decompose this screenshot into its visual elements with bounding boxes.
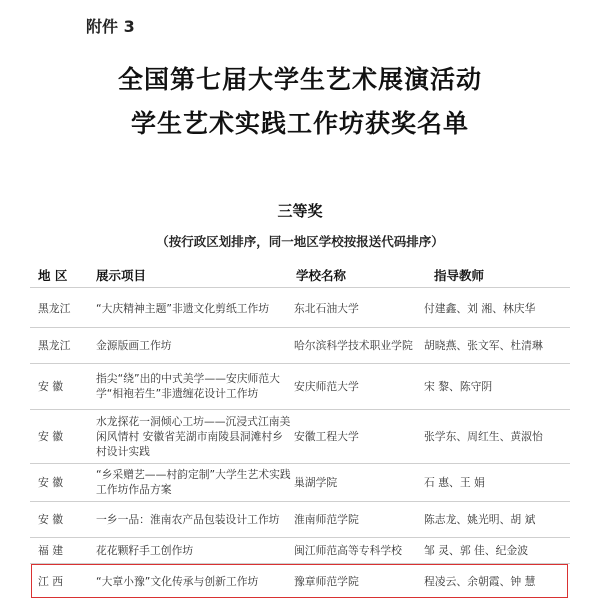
row-teacher: 石 惠、王 娟 [424, 475, 485, 489]
table-row [0, 410, 600, 462]
row-school: 安徽工程大学 [294, 429, 359, 443]
row-region: 安 徽 [38, 429, 64, 443]
row-school: 东北石油大学 [294, 301, 359, 315]
row-project: 水龙探花一洞倾心工坊——沉浸式江南美闲风情村 安徽省芜湖市南陵县洞滩村乡村设计实践 [96, 414, 291, 458]
table-row [0, 290, 600, 326]
row-region: 黑龙江 [38, 301, 71, 315]
row-region: 福 建 [38, 543, 64, 557]
row-school: 哈尔滨科学技术职业学院 [294, 338, 413, 352]
row-region: 安 徽 [38, 512, 64, 526]
table-row [0, 328, 600, 362]
row-school: 淮南师范学院 [294, 512, 359, 526]
row-school: 安庆师范大学 [294, 379, 359, 393]
table-row [0, 502, 600, 536]
row-region: 安 徽 [38, 475, 64, 489]
row-project: 金源版画工作坊 [96, 338, 172, 352]
row-teacher: 胡晓燕、张文军、杜清琳 [424, 338, 543, 352]
row-teacher: 邹 灵、郭 佳、纪金波 [424, 543, 529, 557]
row-project: “大庆精神主题”非遗文化剪纸工作坊 [96, 301, 270, 315]
attachment-label: 附件 3 [86, 17, 135, 36]
table-header [0, 266, 600, 286]
document-title-line1: 全国第七届大学生艺术展演活动 [117, 65, 482, 94]
header-divider [30, 287, 570, 288]
header-teacher: 指导教师 [434, 268, 485, 283]
table-row [0, 364, 600, 408]
row-region: 江 西 [38, 574, 64, 588]
document-title-line2: 学生艺术实践工作坊获奖名单 [130, 109, 469, 138]
row-project: 指尖“绕”出的中式美学——安庆师范大学“相袍若生”非遗缠花设计工作坊 [96, 372, 280, 400]
prize-level-heading: 三等奖 [277, 202, 323, 220]
row-project: 一乡一品：淮南农产品包装设计工作坊 [96, 512, 280, 526]
row-teacher: 程凌云、余朝霞、钟 慧 [424, 574, 536, 588]
row-school: 巢湖学院 [294, 475, 338, 489]
table-row [0, 464, 600, 500]
row-region: 安 徽 [38, 379, 64, 393]
highlight-box [31, 564, 568, 598]
row-region: 黑龙江 [38, 338, 71, 352]
header-school: 学校名称 [296, 268, 347, 283]
row-teacher: 陈志龙、姚光明、胡 斌 [424, 512, 536, 526]
row-teacher: 张学东、周红生、黄淑怡 [424, 429, 543, 443]
row-project: “大章小豫”文化传承与创新工作坊 [96, 574, 259, 588]
table-row [0, 538, 600, 562]
row-school: 豫章师范学院 [294, 574, 359, 588]
row-teacher: 付建鑫、刘 湘、林庆华 [424, 301, 536, 315]
sort-note: （按行政区划排序，同一地区学校按报送代码排序） [156, 234, 444, 249]
header-project: 展示项目 [96, 268, 147, 283]
header-region: 地 区 [38, 268, 68, 283]
row-project: “乡采赠艺——村韵定制”大学生艺术实践工作坊作品方案 [96, 468, 291, 496]
row-project: 花花颗籽手工创作坊 [96, 543, 194, 557]
row-school: 闽江师范高等专科学校 [294, 543, 402, 557]
row-teacher: 宋 黎、陈守阴 [424, 379, 493, 393]
